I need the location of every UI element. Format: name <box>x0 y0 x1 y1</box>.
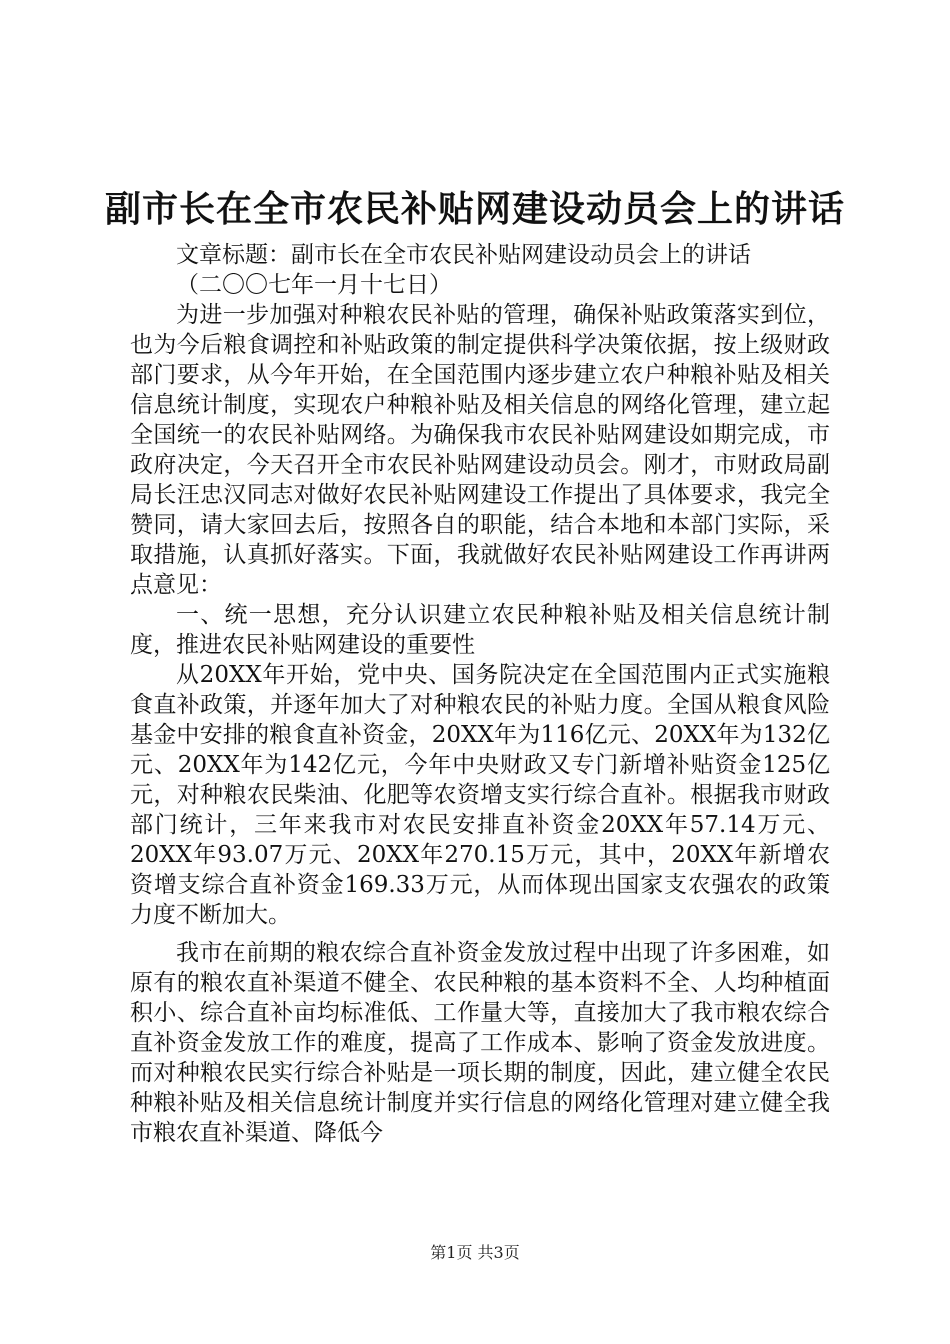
paragraph: 从20XX年开始，党中央、国务院决定在全国范围内正式实施粮食直补政策，并逐年加大了对种粮农民的补贴力度。全国从粮食风险基金中安排的粮食直补资金，20XX年为116亿元、20XX年为132亿元、20XX年为142亿元，今年中央财政又专门新增补贴资金125亿元，对种粮农民柴油、化肥等农资增支实行综合直补。根据我市财政部门统计，三年来我市对农民安排直补资金20XX年57.14万元、20XX年93.07万元、20XX年270.15万元，其中，20XX年新增农资增支综合直补资金169.33万元，从而体现出国家支农强农的政策力度不断加大。 <box>130 662 830 928</box>
page-number: 第1页 共3页 <box>430 1243 520 1262</box>
article-subtitle: 文章标题：副市长在全市农民补贴网建设动员会上的讲话 <box>176 242 751 268</box>
paragraph: 为进一步加强对种粮农民补贴的管理，确保补贴政策落实到位，也为今后粮食调控和补贴政策的制定提供科学决策依据，按上级财政部门要求，从今年开始，在全国范围内逐步建立农户种粮补贴及相关信息统计制度，实现农户种粮补贴及相关信息的网络化管理，建立起全国统一的农民补贴网络。为确保我市农民补贴网建设如期完成，市政府决定，今天召开全市农民补贴网建设动员会。刚才，市财政局副局长汪忠汉同志对做好农民补贴网建设工作提出了具体要求，我完全赞同，请大家回去后，按照各自的职能，结合本地和本部门实际，采取措施，认真抓好落实。下面，我就做好农民补贴网建设工作再讲两点意见： <box>130 302 830 598</box>
speech-date: （二〇〇七年一月十七日） <box>176 272 452 298</box>
paragraph: 我市在前期的粮农综合直补资金发放过程中出现了许多困难，如原有的粮农直补渠道不健全、农民种粮的基本资料不全、人均种植面积小、综合直补亩均标准低、工作量大等，直接加大了我市粮农综合直补资金发放工作的难度，提高了工作成本、影响了资金发放进度。而对种粮农民实行综合补贴是一项长期的制度，因此，建立健全农民种粮补贴及相关信息统计制度并实行信息的网络化管理对建立健全我市粮农直补渠道、降低今 <box>130 940 830 1146</box>
document-title: 副市长在全市农民补贴网建设动员会上的讲话 <box>104 189 845 230</box>
section-heading: 一、统一思想，充分认识建立农民种粮补贴及相关信息统计制度，推进农民补贴网建设的重要性 <box>130 602 830 658</box>
document-body <box>130 240 830 1148</box>
